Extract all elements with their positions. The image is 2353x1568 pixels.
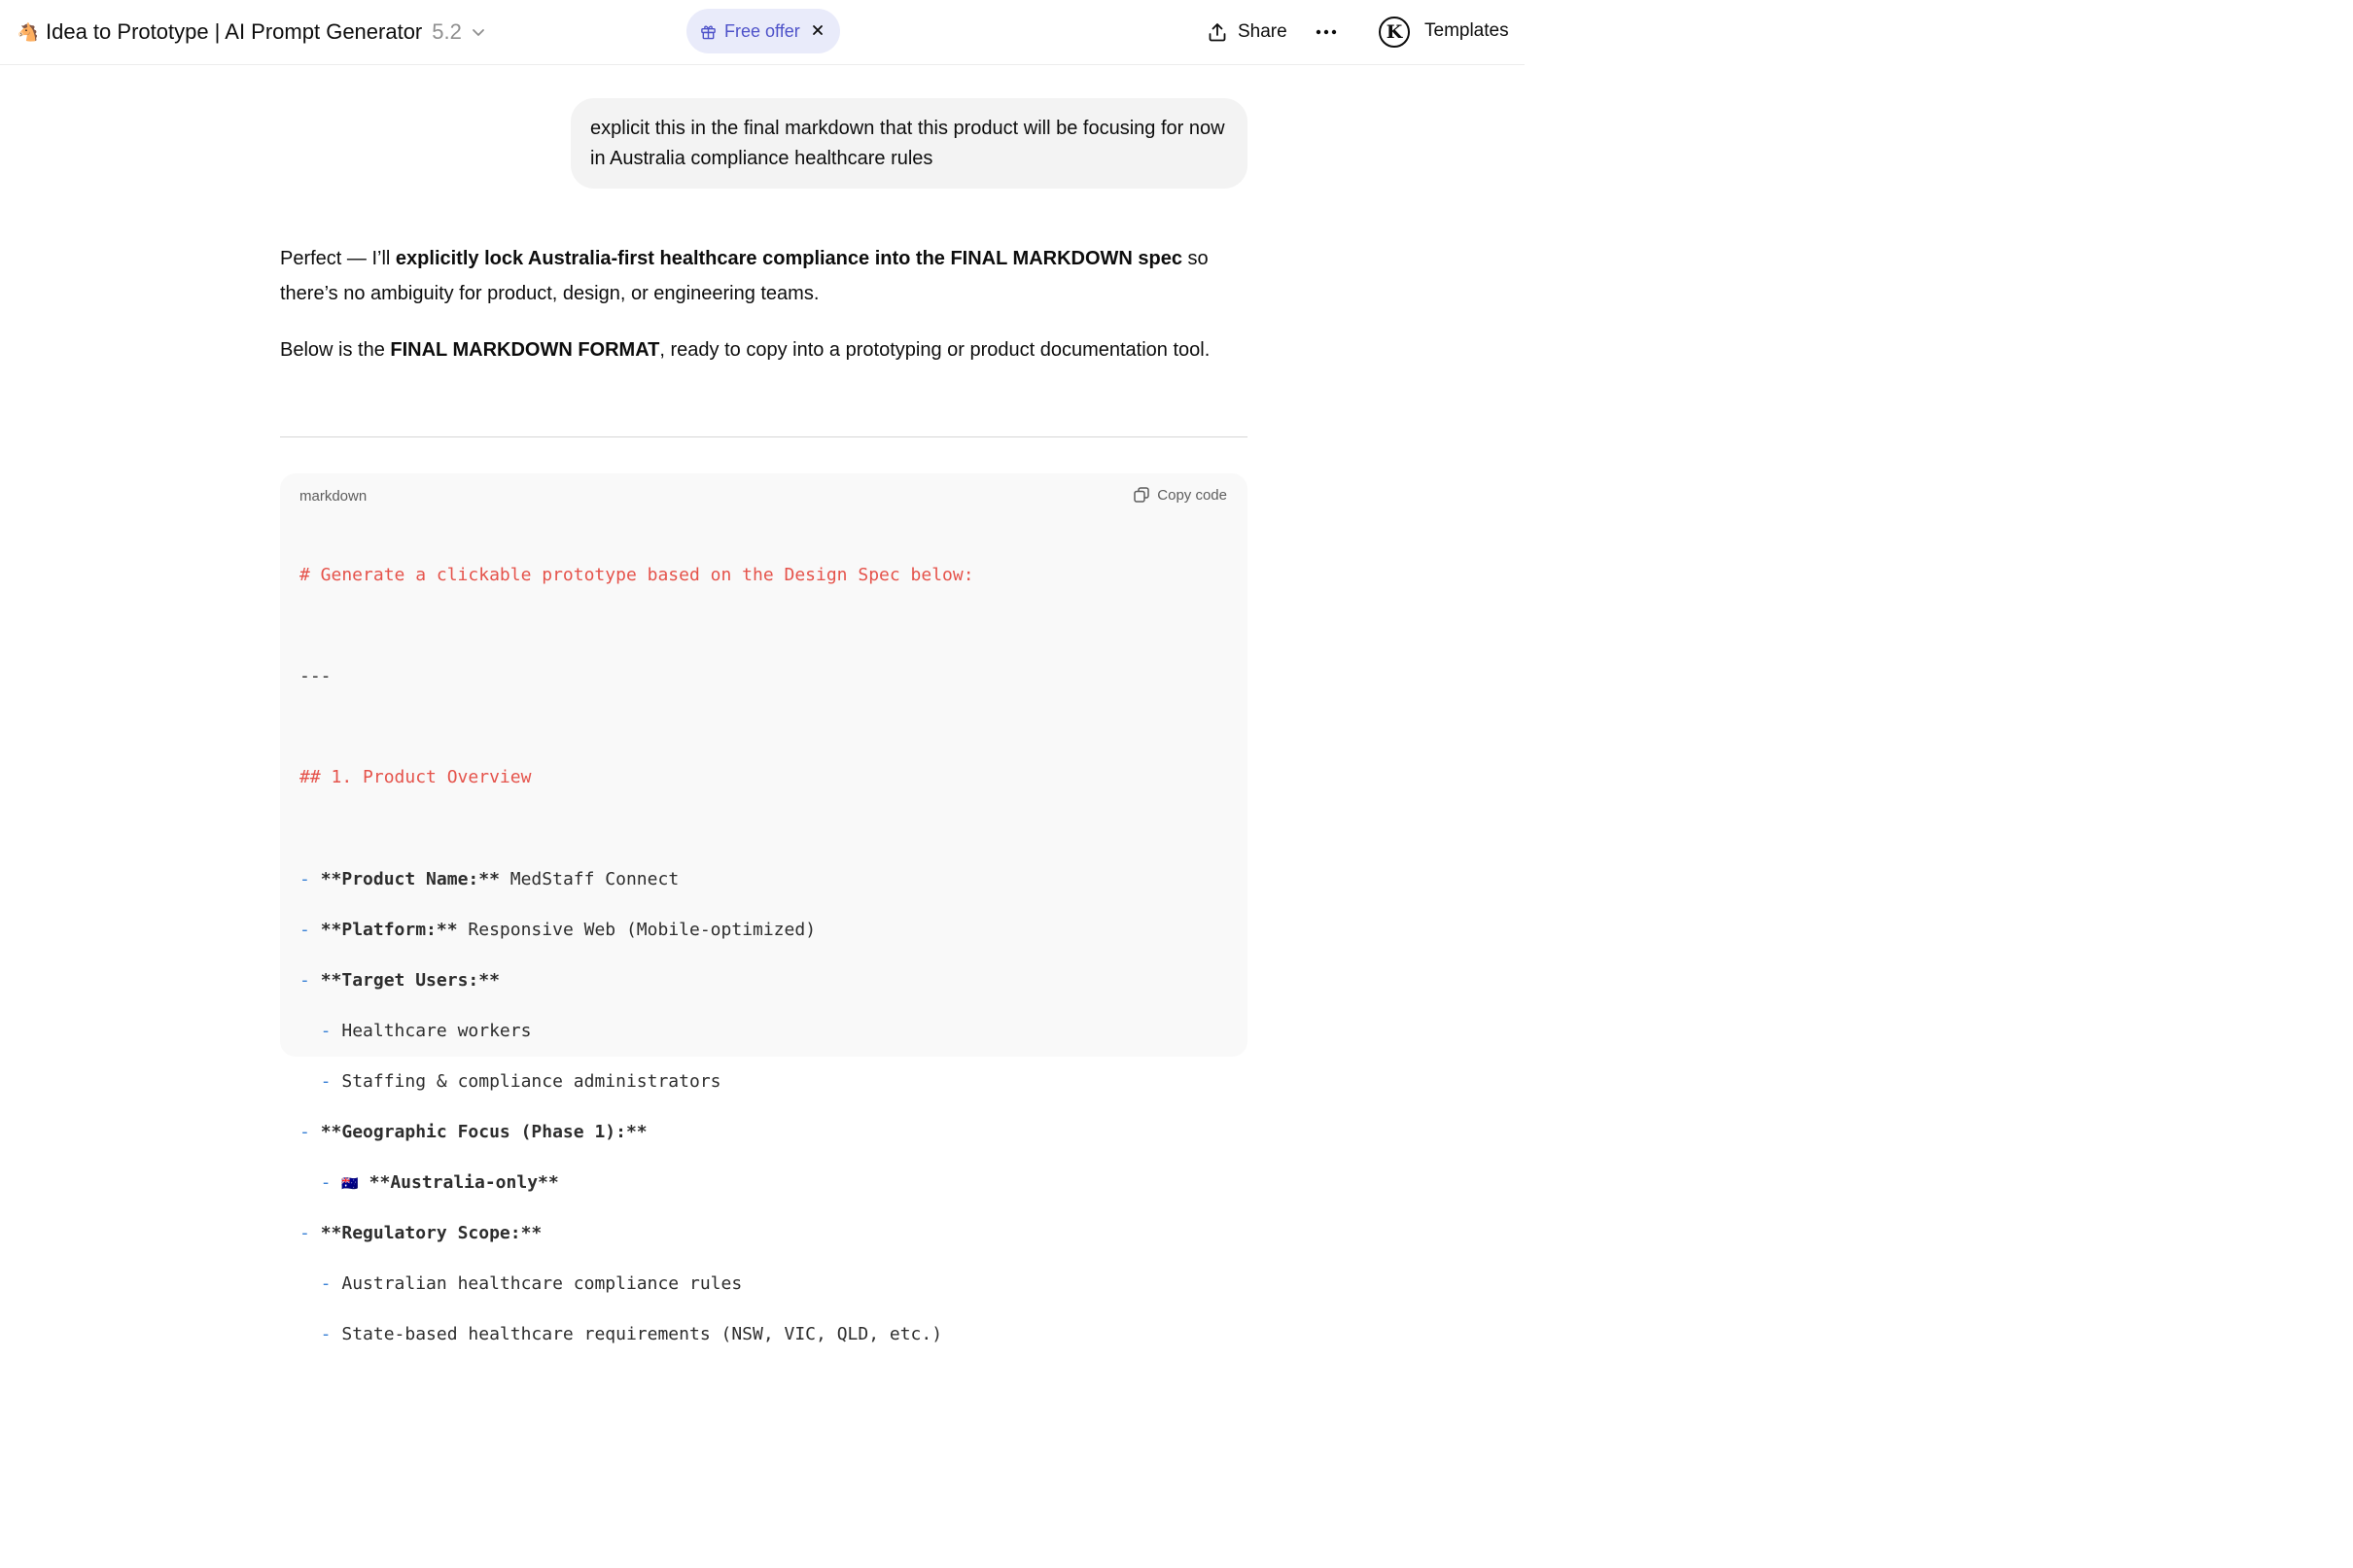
share-button[interactable] (1206, 16, 1287, 49)
list-dash: - (299, 919, 321, 940)
code-value: Responsive Web (Mobile-optimized) (457, 919, 817, 940)
code-value: Staffing & compliance administrators (341, 1070, 721, 1092)
list-dash: - (299, 1172, 342, 1194)
model-selector[interactable] (17, 15, 487, 50)
list-dash: - (299, 1020, 342, 1041)
bold-text-run: explicitly lock Australia-first healthcare compliance into the FINAL MARKDOWN spec (395, 248, 1182, 269)
code-line (299, 1269, 1228, 1299)
code-line-blank (299, 813, 1228, 843)
top-bar (0, 0, 1525, 65)
code-line (299, 1319, 1228, 1349)
model-title: Idea to Prototype | AI Prompt Generator (46, 19, 423, 44)
horizontal-divider (280, 436, 1247, 437)
code-line (299, 864, 1228, 894)
horse-emoji-icon: 🐴 (17, 21, 40, 43)
list-dash: - (299, 1324, 342, 1345)
model-version: 5.2 (432, 19, 462, 44)
list-dash: - (299, 1223, 321, 1244)
templates-link[interactable]: Templates (1424, 20, 1509, 41)
share-label: Share (1238, 21, 1287, 42)
assistant-paragraph-1 (280, 241, 1247, 311)
code-line: ## 1. Product Overview (299, 767, 532, 788)
code-line (299, 1016, 1228, 1046)
code-content (299, 540, 1228, 1391)
code-value: Australian healthcare compliance rules (341, 1273, 743, 1295)
code-line (299, 965, 1228, 995)
code-language-label: markdown (299, 488, 368, 505)
more-options-button[interactable] (1312, 17, 1341, 47)
code-value: State-based healthcare requirements (NSW, VIC, QLD, etc.) (341, 1324, 943, 1345)
code-line (299, 1066, 1228, 1097)
code-value: Healthcare workers (341, 1020, 532, 1041)
code-line (299, 1218, 1228, 1248)
text-run: , ready to copy into a prototyping or product documentation tool. (659, 339, 1211, 361)
close-icon[interactable] (807, 19, 828, 41)
copy-icon (1133, 486, 1150, 504)
user-message-bubble: explicit this in the final markdown that this product will be focusing for now in Australia compliance healthcare rules (571, 98, 1247, 189)
bold-text-run: FINAL MARKDOWN FORMAT (390, 339, 660, 361)
chevron-down-icon (470, 23, 487, 41)
text-run: Perfect — I’ll (280, 248, 396, 269)
gift-icon (700, 23, 717, 40)
free-offer-pill[interactable] (686, 9, 840, 53)
code-bold-key: **Platform:** (320, 919, 458, 940)
code-bold-key: **Regulatory Scope:** (320, 1223, 543, 1244)
code-line (299, 915, 1228, 945)
code-bold-key: **Target Users:** (320, 969, 500, 991)
ellipsis-icon (1316, 29, 1337, 35)
assistant-paragraph-2 (280, 332, 1247, 367)
australia-flag-icon: 🇦🇺 (341, 1176, 359, 1193)
avatar[interactable]: K (1379, 17, 1410, 48)
share-upload-icon (1206, 20, 1229, 44)
copy-code-button[interactable] (1133, 486, 1227, 504)
code-bold-key: **Product Name:** (320, 868, 500, 889)
assistant-message (280, 241, 1247, 389)
text-run: so there’s no ambiguity for product, design, or engineering teams. (280, 248, 1209, 304)
code-line-blank (299, 610, 1228, 641)
code-line: --- (299, 666, 332, 687)
code-bold-key: **Geographic Focus (Phase 1):** (320, 1122, 648, 1143)
free-offer-label: Free offer (724, 20, 800, 41)
copy-code-label: Copy code (1157, 486, 1227, 504)
code-value: MedStaff Connect (499, 868, 680, 889)
code-bold-key: **Australia-only** (369, 1172, 559, 1194)
text-run: Below is the (280, 339, 391, 361)
list-dash: - (299, 1070, 342, 1092)
list-dash: - (299, 969, 321, 991)
list-dash: - (299, 868, 321, 889)
code-line (299, 1117, 1228, 1147)
code-line: # Generate a clickable prototype based on the Design Spec below: (299, 565, 974, 585)
code-block (280, 473, 1247, 1345)
list-dash: - (299, 1273, 342, 1295)
code-line-blank (299, 712, 1228, 742)
code-line (299, 1167, 1228, 1198)
list-dash: - (299, 1122, 321, 1143)
